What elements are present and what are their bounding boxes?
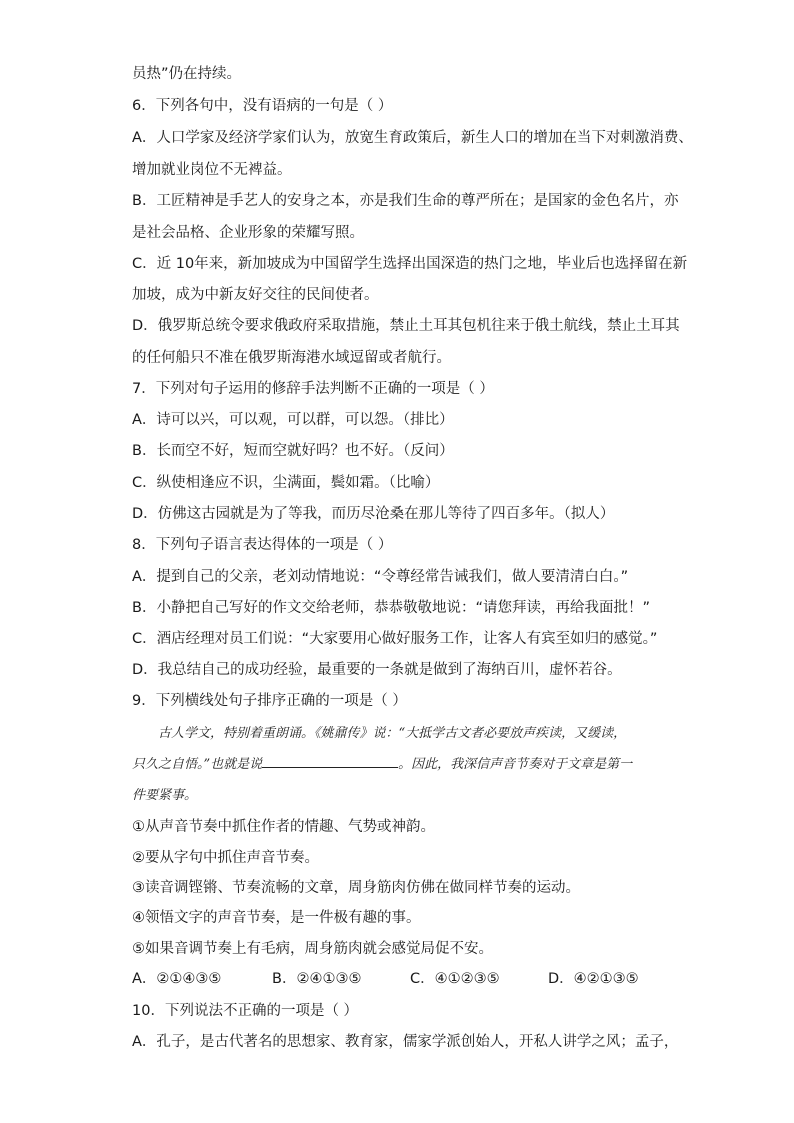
passage-line: 件要紧事。 — [132, 788, 198, 803]
question-8-option-c: C．酒店经理对员工们说：“大家要用心做好服务工作，让客人有宾至如归的感觉。” — [132, 631, 658, 647]
question-7-option-c: C．纵使相逢应不识，尘满面，鬓如霜。（比喻） — [132, 475, 440, 491]
question-6-option-b-cont: 是社会品格、企业形象的荣耀写照。 — [132, 225, 364, 241]
question-8-stem: 8．下列句子语言表达得体的一项是（ ） — [132, 537, 393, 553]
passage-text: 只久之自悟。”也就是说 — [132, 757, 263, 772]
passage-text: 。因此，我深信声音节奏对于文章是第一 — [398, 757, 633, 772]
question-6-option-c-cont: 加坡，成为中新友好交往的民间使者。 — [132, 287, 379, 303]
question-9-options — [132, 969, 672, 989]
question-8-option-a: A．提到自己的父亲，老刘动情地说：“令尊经常告诫我们，做人要清清白白。” — [132, 569, 629, 585]
question-9-option-a: A．②①④③⑤ — [132, 971, 222, 987]
question-9-option-b: B．②④①③⑤ — [272, 971, 362, 987]
question-6-option-c: C．近 10年来，新加坡成为中国留学生选择出国深造的热门之地，毕业后也选择留在新 — [132, 256, 688, 272]
question-8-option-d: D．我总结自己的成功经验，最重要的一条就是做到了海纳百川，虚怀若谷。 — [132, 662, 622, 678]
question-7-option-d: D．仿佛这古园就是为了等我，而历尽沧桑在那儿等待了四百多年。（拟人） — [132, 506, 615, 522]
question-6-option-d: D．俄罗斯总统令要求俄政府采取措施，禁止土耳其包机往来于俄土航线，禁止土耳其 — [132, 318, 680, 334]
question-8-option-b: B．小静把自己写好的作文交给老师，恭恭敬敬地说：“请您拜读，再给我面批！” — [132, 600, 650, 616]
question-6-option-b: B．工匠精神是手艺人的安身之本，亦是我们生命的尊严所在；是国家的金色名片，亦 — [132, 193, 679, 209]
question-7-stem: 7．下列对句子运用的修辞手法判断不正确的一项是（ ） — [132, 381, 494, 397]
text-line: 员热”仍在持续。 — [132, 66, 242, 82]
question-10-stem: 10．下列说法不正确的一项是（ ） — [132, 1003, 359, 1019]
sentence-item-5: ⑤如果音调节奏上有毛病，周身筋肉就会感觉局促不安。 — [132, 941, 493, 957]
passage-line — [132, 755, 632, 775]
sentence-item-4: ④领悟文字的声音节奏，是一件极有趣的事。 — [132, 910, 421, 926]
sentence-item-1: ①从声音节奏中抓住作者的情趣、气势或神韵。 — [132, 819, 435, 835]
sentence-item-3: ③读音调铿锵、节奏流畅的文章，周身筋肉仿佛在做同样节奏的运动。 — [132, 880, 580, 896]
question-6-stem: 6．下列各句中，没有语病的一句是（ ） — [132, 98, 393, 114]
sentence-item-2: ②要从字句中抓住声音节奏。 — [132, 850, 319, 866]
passage-line: 古人学文，特别着重朗诵。《姚鼐传》说：“大抵学古文者必要放声疾读，又缓读， — [158, 726, 627, 741]
question-6-option-d-cont: 的任何船只不准在俄罗斯海港水域逗留或者航行。 — [132, 350, 451, 366]
question-6-option-a-cont: 增加就业岗位不无裨益。 — [132, 162, 292, 178]
question-9-option-c: C．④①②③⑤ — [410, 971, 500, 987]
question-9-option-d: D．④②①③⑤ — [548, 971, 639, 987]
answer-blank — [262, 755, 398, 768]
question-7-option-b: B．长而空不好，短而空就好吗？也不好。（反问） — [132, 443, 454, 459]
question-7-option-a: A．诗可以兴，可以观，可以群，可以怨。（排比） — [132, 412, 454, 428]
question-10-option-a: A．孔子，是古代著名的思想家、教育家，儒家学派创始人，开私人讲学之风；孟子， — [132, 1034, 679, 1050]
question-9-stem: 9．下列横线处句子排序正确的一项是（ ） — [132, 693, 407, 709]
question-6-option-a: A．人口学家及经济学家们认为，放宽生育政策后，新生人口的增加在当下对刺激消费、 — [132, 130, 693, 146]
